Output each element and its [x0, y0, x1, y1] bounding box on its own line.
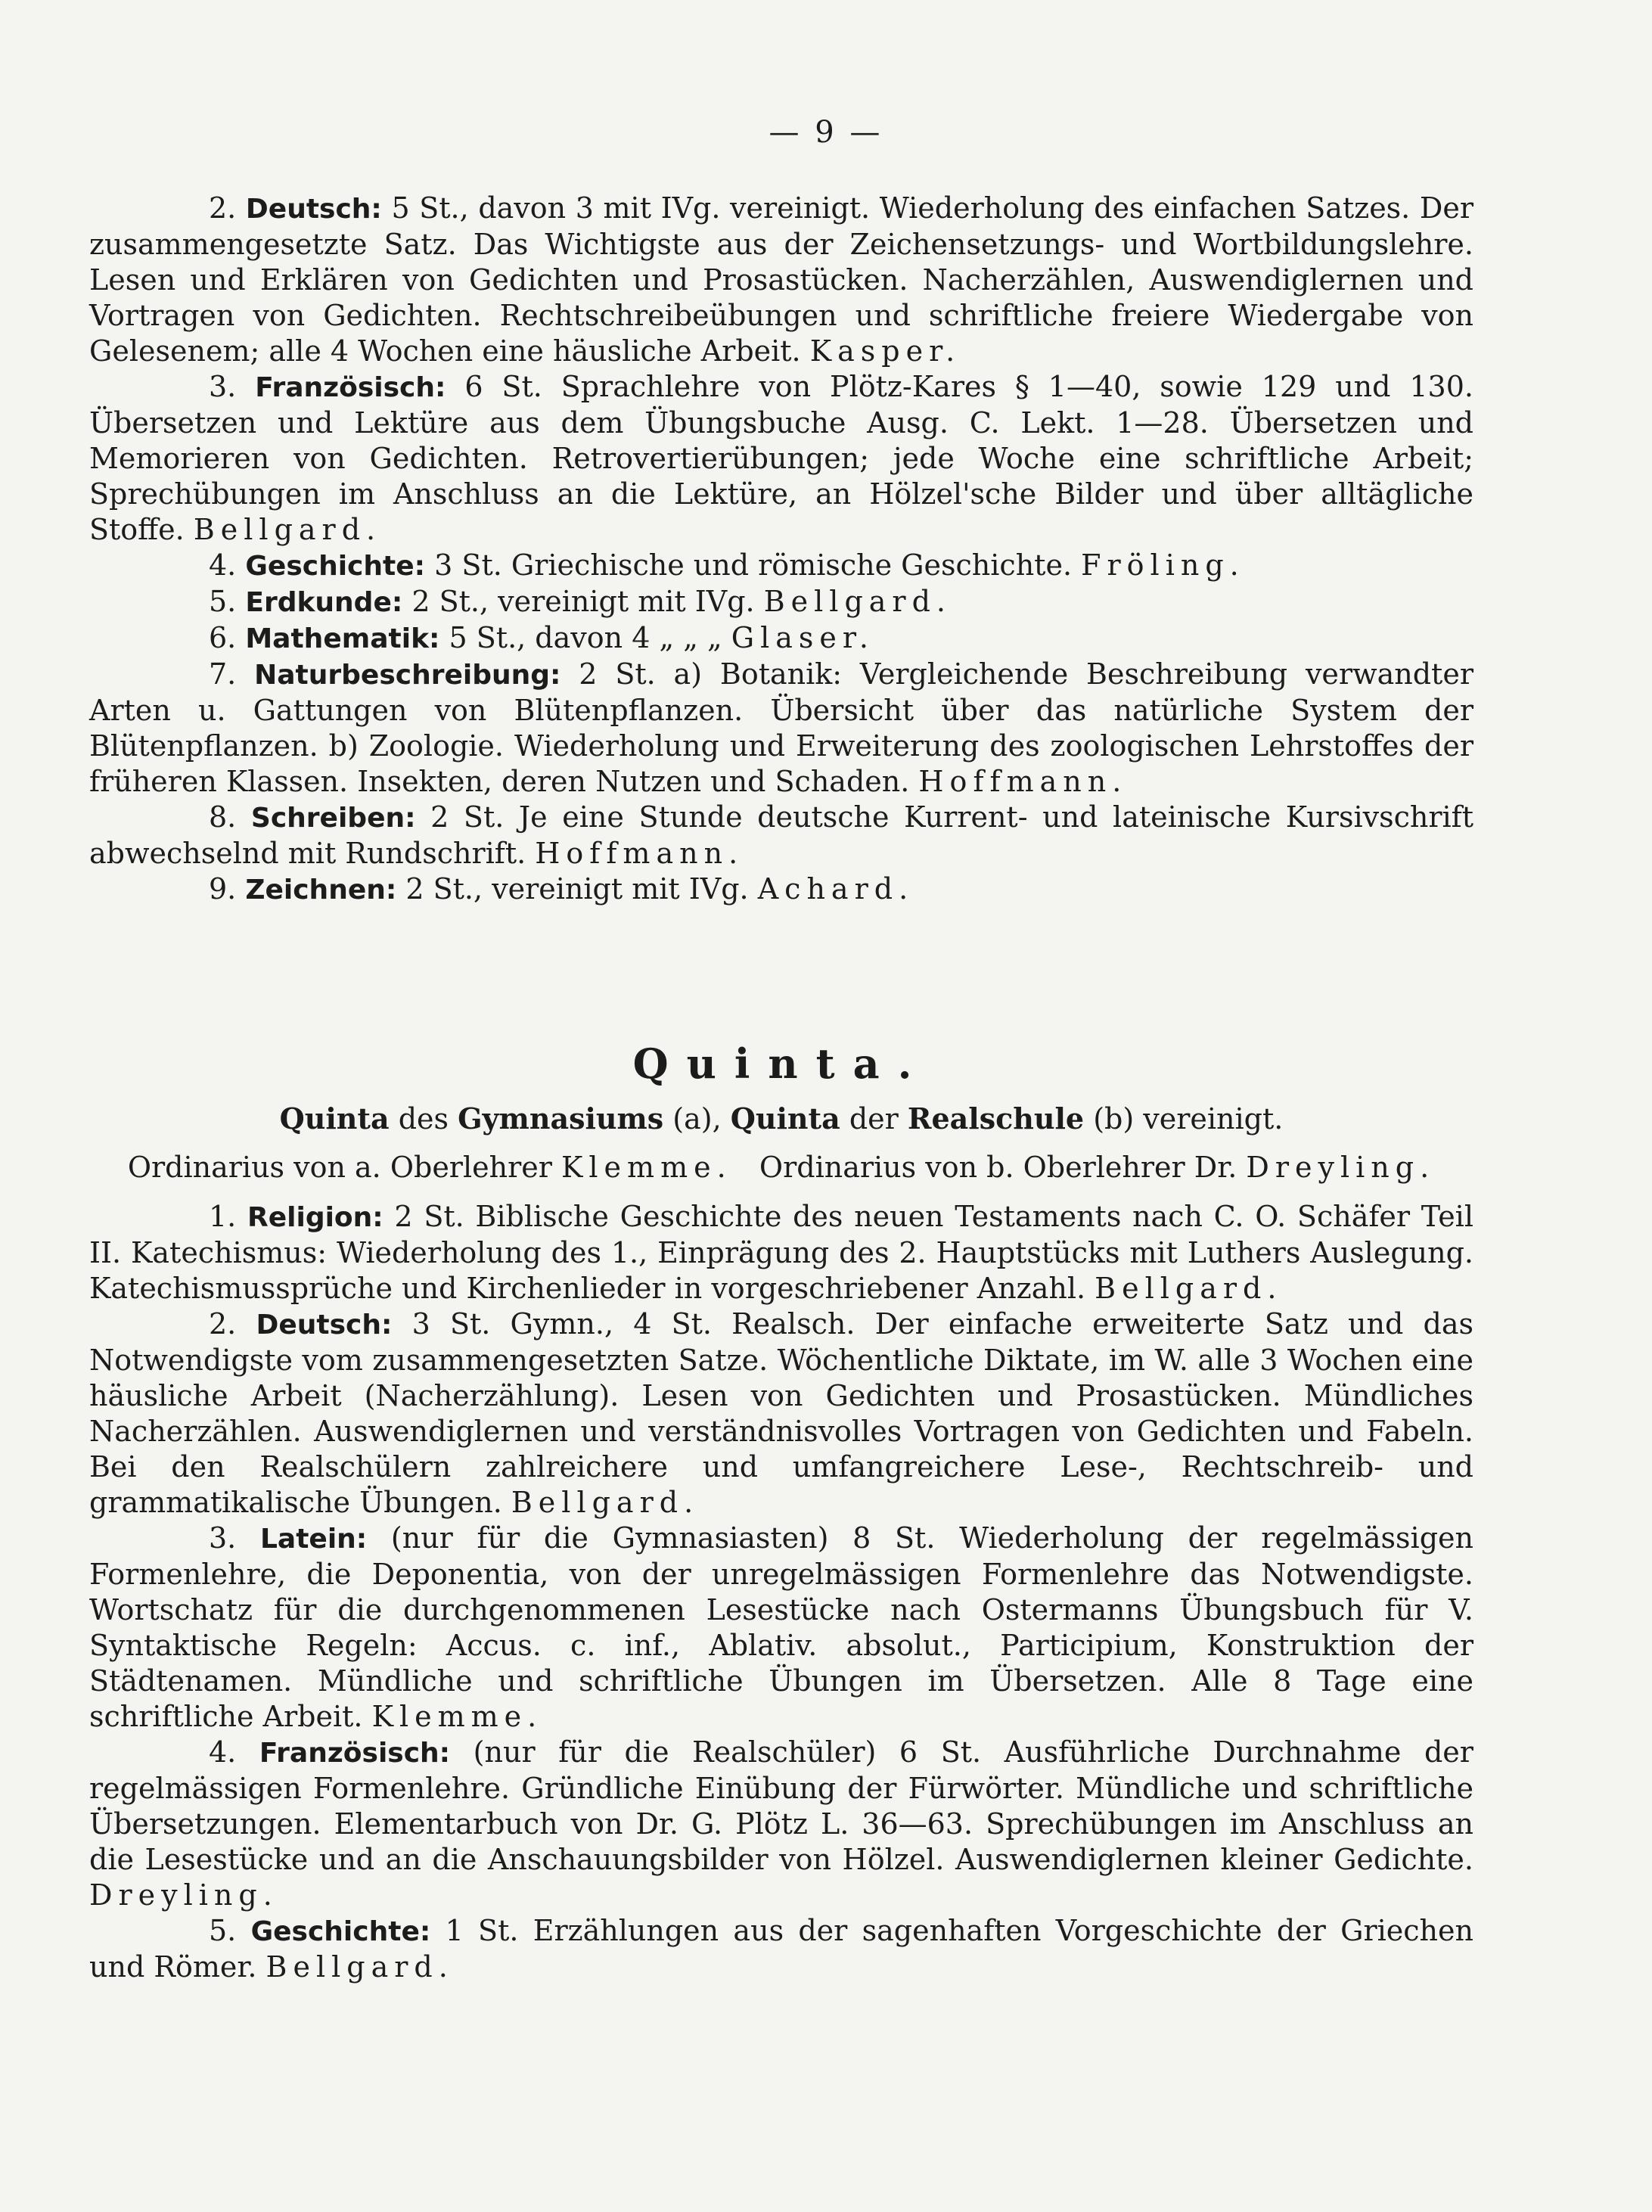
subject-heading: Geschichte:	[245, 551, 426, 582]
subject-heading: Französisch:	[259, 1738, 451, 1769]
teacher-name: Bellgard.	[763, 585, 952, 618]
section-title: Quinta.	[632, 1039, 930, 1088]
subject-heading: Geschichte:	[250, 1916, 431, 1947]
subject-entry: 4. Französisch: (nur für die Realschüler) 6 St. Ausführliche Durchnahme der regelmässigen Formenlehre. Gründliche Einübung der Fürwörter. Mündliche und schriftliche Übersetzungen. Elementarbuch von Dr. G. Plötz L. 36—63. Sprechübungen im Anschluss an die Lesestücke und an die Anschauungsbilder von Hölzel. Auswendiglernen kleiner Gedichte. Dreyling.	[89, 1735, 1473, 1912]
teacher-name: Bellgard.	[1095, 1272, 1283, 1305]
subject-entry: 9. Zeichnen: 2 St., vereinigt mit IVg. Achard.	[209, 872, 914, 906]
teacher-name: Glaser.	[731, 621, 874, 654]
subject-heading: Naturbeschreibung:	[254, 660, 561, 691]
teacher-name: Hoffmann.	[918, 765, 1128, 798]
teacher-name: Dreyling.	[89, 1878, 278, 1912]
page-number: — 9 —	[769, 115, 883, 150]
teacher-name: Achard.	[757, 872, 914, 906]
subject-entry: 2. Deutsch: 3 St. Gymn., 4 St. Realsch. Der einfache erweiterte Satz und das Notwendigste vom zusammengesetzten Satze. Wöchentliche Diktate, im W. alle 3 Wochen eine häusliche Arbeit (Nacherzählung). Lesen von Gedichten und Prosastücken. Mündliches Nacherzählen. Auswendiglernen und verständnisvolles Vortragen von Gedichten und Fabeln. Bei den Realschülern zahlreichere und umfangreichere Lese-, Rechtschreib- und grammatikalische Übungen. Bellgard.	[89, 1307, 1473, 1519]
teacher-name: Kasper.	[809, 334, 961, 368]
teacher-name: Klemme.	[371, 1700, 543, 1733]
subject-entry: 5. Erdkunde: 2 St., vereinigt mit IVg. Bellgard.	[209, 585, 952, 618]
subject-heading: Deutsch:	[256, 1309, 393, 1341]
teacher-name: Hoffmann.	[535, 837, 744, 870]
ordinarius-line: Ordinarius von a. Oberlehrer Klemme. Ordinarius von b. Oberlehrer Dr. Dreyling.	[127, 1151, 1436, 1184]
subject-entry: 2. Deutsch: 5 St., davon 3 mit IVg. vereinigt. Wiederholung des einfachen Satzes. Der zusammengesetzte Satz. Das Wichtigste aus der Zeichensetzungs- und Wortbildungslehre. Lesen und Erklären von Gedichten und Prosastücken. Nacherzählen, Auswendiglernen und Vortragen von Gedichten. Rechtschreibeübungen und schriftliche freiere Wiedergabe von Gelesenem; alle 4 Wochen eine häusliche Arbeit. Kasper.	[89, 191, 1473, 368]
section-subtitle: Quinta des Gymnasiums (a), Quinta der Realschule (b) vereinigt.	[279, 1101, 1284, 1136]
subject-entry: 7. Naturbeschreibung: 2 St. a) Botanik: Vergleichende Beschreibung verwandter Arten u. Gattungen von Blütenpflanzen. Übersicht über das natürliche System der Blütenpflanzen. b) Zoologie. Wiederholung und Erweiterung des zoologischen Lehrstoffes der früheren Klassen. Insekten, deren Nutzen und Schaden. Hoffmann.	[89, 657, 1473, 798]
previous-class-section	[89, 191, 1473, 908]
teacher-name: Bellgard.	[511, 1486, 700, 1519]
subject-heading: Schreiben:	[250, 803, 416, 834]
subject-entry: 6. Mathematik: 5 St., davon 4 „ „ „ Glaser.	[209, 621, 874, 654]
teacher-name: Klemme.	[561, 1151, 732, 1184]
subject-entry: 1. Religion: 2 St. Biblische Geschichte des neuen Testaments nach C. O. Schäfer Teil II. Katechismus: Wiederholung des 1., Einprägung des 2. Hauptstücks mit Luthers Auslegung. Katechismussprüche und Kirchenlieder in vorgeschriebener Anzahl. Bellgard.	[89, 1200, 1473, 1305]
subject-entry: 5. Geschichte: 1 St. Erzählungen aus der sagenhaften Vorgeschichte der Griechen und Römer. Bellgard.	[89, 1914, 1473, 1984]
subject-entry: 3. Französisch: 6 St. Sprachlehre von Plötz-Kares § 1—40, sowie 129 und 130. Übersetzen und Lektüre aus dem Übungsbuche Ausg. C. Lekt. 1—28. Übersetzen und Memorieren von Gedichten. Retrovertierübungen; jede Woche eine schriftliche Arbeit; Sprechübungen im Anschluss an die Lektüre, an Hölzel'sche Bilder und über alltägliche Stoffe. Bellgard.	[89, 370, 1473, 546]
subject-heading: Latein:	[259, 1524, 368, 1555]
subject-heading: Erdkunde:	[245, 587, 403, 618]
teacher-name: Bellgard.	[266, 1950, 454, 1984]
subject-heading: Religion:	[247, 1202, 384, 1233]
teacher-name: Dreyling.	[1246, 1151, 1436, 1184]
quinta-section	[89, 1035, 1473, 1985]
subject-entry: 3. Latein: (nur für die Gymnasiasten) 8 St. Wiederholung der regelmässigen Formenlehre, die Deponentia, von der unregelmässigen Formenlehre das Notwendigste. Wortschatz für die durchgenommenen Lesestücke nach Ostermanns Übungsbuch für V. Syntaktische Regeln: Accus. c. inf., Ablativ. absolut., Participium, Konstruktion der Städtenamen. Mündliche und schriftliche Übungen im Übersetzen. Alle 8 Tage eine schriftliche Arbeit. Klemme.	[89, 1521, 1473, 1733]
teacher-name: Fröling.	[1081, 548, 1245, 582]
teacher-name: Bellgard.	[193, 513, 382, 546]
subject-entry: 4. Geschichte: 3 St. Griechische und römische Geschichte. Fröling.	[209, 548, 1245, 582]
subject-heading: Mathematik:	[245, 623, 440, 654]
subject-entry: 8. Schreiben: 2 St. Je eine Stunde deutsche Kurrent- und lateinische Kursivschrift abwechselnd mit Rundschrift. Hoffmann.	[89, 800, 1473, 870]
subject-heading: Französisch:	[255, 372, 446, 403]
subject-heading: Zeichnen:	[245, 875, 397, 906]
subject-heading: Deutsch:	[245, 194, 382, 225]
